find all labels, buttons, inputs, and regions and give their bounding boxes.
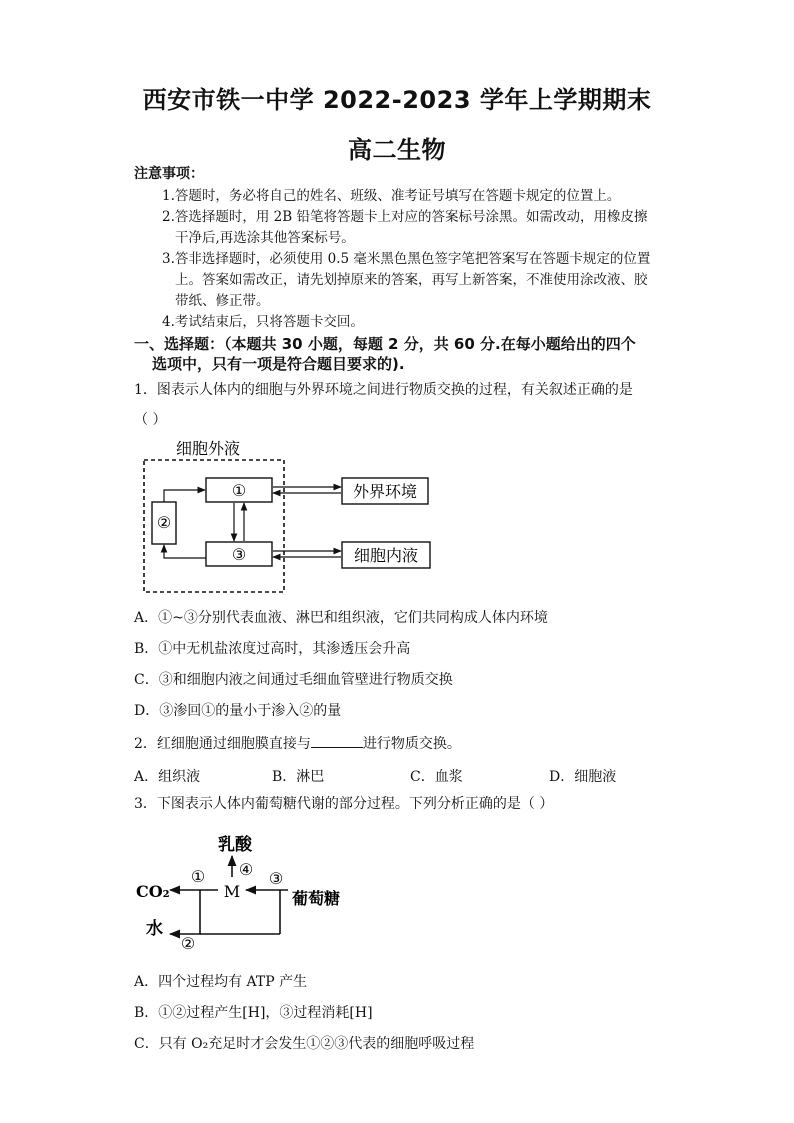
- q1-option-a: A．①~③分别代表血液、淋巴和组织液，它们共同构成人体内环境: [134, 610, 548, 626]
- notice-item-4: 4.考试结束后，只将答题卡交回。: [162, 314, 364, 330]
- extracellular-fluid-label: 细胞外液: [176, 439, 241, 458]
- q2-option-d: D．细胞液: [549, 769, 617, 785]
- q1-option-b: B．①中无机盐浓度过高时，其渗透压会升高: [134, 641, 411, 657]
- process-2-label: ②: [180, 934, 196, 953]
- process-4-label: ④: [238, 860, 254, 879]
- glucose-label: 葡萄糖: [292, 889, 341, 908]
- q3-option-c: C．只有 O₂充足时才会发生①②③代表的细胞呼吸过程: [134, 1036, 475, 1052]
- process-3-label: ③: [268, 869, 284, 888]
- q3-option-b: B．①②过程产生[H]，③过程消耗[H]: [134, 1005, 373, 1021]
- q1-option-d: D．③渗回①的量小于渗入②的量: [134, 703, 342, 719]
- q2-stem-before: 2．红细胞通过细胞膜直接与: [134, 736, 311, 752]
- process-1-label: ①: [190, 867, 206, 886]
- q1-stem: 1．图表示人体内的细胞与外界环境之间进行物质交换的过程，有关叙述正确的是: [134, 382, 633, 398]
- notice-item-2-cont: 干净后,再选涂其他答案标号。: [175, 230, 355, 246]
- m-label: M: [223, 882, 241, 901]
- notice-heading: 注意事项：: [134, 166, 204, 182]
- arrow-3-to-2: [164, 545, 206, 558]
- notice-item-2: 2.答选择题时，用 2B 铅笔将答题卡上对应的答案标号涂黑。如需改动，用橡皮擦: [162, 209, 648, 225]
- q2-fill-blank: [311, 733, 363, 748]
- subject-title: 高二生物: [348, 136, 446, 164]
- notice-item-1: 1.答题时，务必将自己的姓名、班级、准考证号填写在答题卡规定的位置上。: [162, 188, 621, 204]
- external-environment-label: 外界环境: [352, 482, 418, 501]
- notice-item-3-cont: 上。答案如需改正，请先划掉原来的答案，再写上新答案，不准使用涂改液、胶: [175, 272, 648, 288]
- lactic-acid-label: 乳酸: [218, 835, 252, 855]
- q2-stem: [134, 733, 461, 754]
- box-1-label: ①: [231, 481, 247, 500]
- arrow-to-water: [170, 890, 200, 934]
- box-2-label: ②: [156, 513, 172, 532]
- q1-answer-paren: （ ）: [134, 412, 167, 428]
- arrow-2-to-1: [164, 490, 205, 502]
- notice-item-3-cont2: 带纸、修正带。: [175, 293, 270, 309]
- q3-stem: 3．下图表示人体内葡萄糖代谢的部分过程。下列分析正确的是（ ）: [134, 796, 554, 812]
- box-3-label: ③: [231, 545, 247, 564]
- q1-option-c: C．③和细胞内液之间通过毛细血管壁进行物质交换: [134, 672, 453, 688]
- section-heading-cont: 选项中，只有一项是符合题目要求的).: [152, 355, 405, 373]
- q3-diagram: [130, 822, 360, 962]
- q2-option-b: B．淋巴: [272, 769, 325, 785]
- intracellular-fluid-label: 细胞内液: [353, 546, 419, 565]
- notice-item-3: 3.答非选择题时，必须使用 0.5 毫米黑色黑色签字笔把答案写在答题卡规定的位置: [162, 251, 651, 267]
- q3-option-a: A．四个过程均有 ATP 产生: [134, 974, 308, 990]
- q2-option-a: A．组织液: [134, 769, 201, 785]
- exam-title: 西安市铁一中学 2022-2023 学年上学期期末: [142, 86, 652, 114]
- water-label: 水: [146, 919, 163, 939]
- q2-stem-after: 进行物质交换。: [362, 736, 461, 752]
- q2-option-c: C．血浆: [410, 769, 463, 785]
- section-heading: 一、选择题：（本题共 30 小题，每题 2 分，共 60 分.在每小题给出的四个: [134, 335, 636, 353]
- q1-diagram: [130, 432, 450, 602]
- co2-label: CO₂: [136, 882, 170, 901]
